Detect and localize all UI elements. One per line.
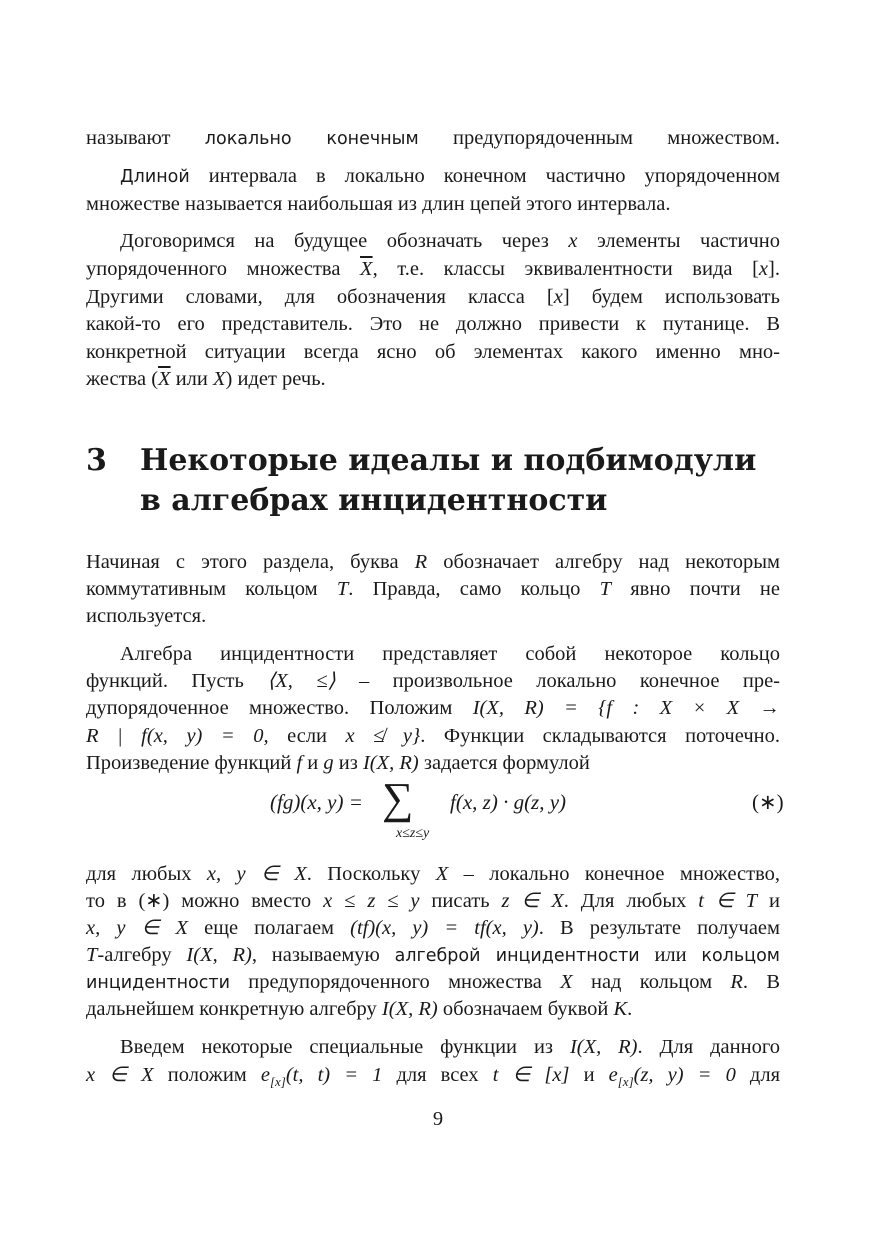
text-line: [86, 860, 780, 888]
math-symbol: R: [414, 551, 428, 573]
text-span: дальнейшем конкретную алгебру: [86, 998, 382, 1020]
text-span: Договоримся на будущее обозначать через: [120, 230, 569, 252]
page-number: 9: [432, 1108, 444, 1130]
formula-rhs: f(x, z) · g(z, y): [450, 790, 567, 814]
text-span: ] будем использовать: [562, 286, 780, 308]
text-line: [86, 667, 780, 695]
text-line: используется.: [86, 605, 207, 627]
math-symbol: T: [599, 578, 611, 600]
text-line: [86, 575, 780, 603]
text-span: явно почти не: [610, 578, 780, 600]
text-span: писать: [419, 890, 502, 912]
text-span: , называемую: [251, 944, 395, 966]
text-line: [86, 722, 780, 750]
text-span: для всех: [382, 1064, 493, 1086]
text-span: предупорядоченного множества: [229, 971, 561, 993]
text-line: [86, 749, 780, 777]
math-symbol: g: [323, 752, 334, 774]
text-line: [120, 227, 780, 255]
text-span: . Для данного: [637, 1036, 780, 1058]
text-span: для: [735, 1064, 781, 1086]
text-span: элементы частично: [577, 230, 780, 252]
defined-term: алгеброй инцидентности: [394, 946, 640, 966]
text-span: , т.е. классы эквивалентности вида [: [372, 258, 759, 280]
text-span: .: [627, 998, 633, 1020]
math-expression: ⟨X, ≤⟩: [267, 670, 336, 692]
text-span: . Для любых: [563, 890, 699, 912]
sum-symbol: ∑: [382, 774, 414, 823]
text-span: функций. Пусть: [86, 670, 268, 692]
defined-term: кольцом: [701, 946, 780, 966]
formula-lhs: (fg)(x, y) =: [270, 790, 363, 814]
text-span: обозначаем буквой: [437, 998, 614, 1020]
text-line: [86, 124, 780, 153]
text-span: и: [569, 1064, 609, 1086]
section-title-line2: в алгебрах инцидентности: [140, 483, 608, 518]
math-expression: x, y ∈ X: [86, 917, 188, 939]
defined-term: Длиной: [120, 167, 190, 187]
math-expression: x ≤ z ≤ y: [323, 890, 420, 912]
math-expression: t ∈ T: [698, 890, 758, 912]
text-span: обозначает алгебру над некоторым: [427, 551, 780, 573]
text-span: и: [302, 752, 324, 774]
math-expression: (t, t) = 1: [285, 1064, 383, 1086]
text-line: [86, 255, 780, 283]
math-expression: x ≰ y}: [345, 725, 421, 747]
text-span: . В результате получаем: [538, 917, 780, 939]
sum-subscript: x≤z≤y: [396, 826, 430, 841]
text-line: [86, 941, 780, 970]
math-expression: I(X, R): [381, 998, 438, 1020]
math-symbol: x: [568, 230, 578, 252]
text-span: . Правда, само кольцо: [348, 578, 600, 600]
text-span: Другими словами, для обозначения класса [: [86, 286, 554, 308]
text-line: конкретной ситуации всегда ясно об элементах какого именно мно-: [86, 341, 780, 363]
math-symbol: e: [608, 1064, 618, 1086]
text-span: называют: [86, 127, 205, 149]
text-span: если: [268, 725, 346, 747]
math-symbol: $\overline{X}$: [360, 258, 373, 280]
text-line: [86, 887, 780, 915]
defined-term: инцидентности: [86, 973, 230, 993]
text-span: над кольцом: [572, 971, 731, 993]
text-span: Введем некоторые специальные функции из: [120, 1036, 570, 1058]
text-line: какой-то его представитель. Это не должно привести к путанице. В: [86, 313, 780, 335]
math-expression: I(X, R): [186, 944, 252, 966]
text-line: [86, 968, 780, 997]
text-span: -алгебру: [97, 944, 187, 966]
defined-term: локально конечным: [204, 129, 419, 149]
text-line: [86, 995, 780, 1023]
math-expression: R | f(x, y) = 0,: [86, 725, 269, 747]
math-symbol: R: [730, 971, 743, 993]
text-span: и: [757, 890, 780, 912]
text-span: или: [639, 944, 702, 966]
text-span: – произвольное локально конечное пре-: [335, 670, 780, 692]
text-line: [86, 694, 780, 722]
text-span: Начиная с этого раздела, буква: [86, 551, 415, 573]
equation-tag: (∗): [752, 790, 784, 814]
math-expression: x ∈ X: [86, 1064, 154, 1086]
math-symbol: $\overline{X}$: [158, 368, 171, 390]
math-expression: z ∈ X: [501, 890, 564, 912]
text-span: жества (: [86, 368, 159, 390]
text-span: . Функции складываются поточечно.: [420, 725, 780, 747]
text-span: предупорядоченным множеством.: [418, 127, 780, 149]
text-span: дупорядоченное множество. Положим: [86, 697, 473, 719]
text-span: задается формулой: [418, 752, 590, 774]
text-span: Произведение функций: [86, 752, 297, 774]
math-expression: x, y ∈ X: [206, 863, 307, 885]
text-span: упорядоченного множества: [86, 258, 361, 280]
math-symbol: X: [212, 368, 226, 390]
math-symbol: T: [86, 944, 98, 966]
text-span: положим: [153, 1064, 261, 1086]
text-span: – локально конечное множество,: [448, 863, 781, 885]
math-expression: I(X, R): [362, 752, 419, 774]
text-span: ].: [768, 258, 780, 280]
text-line: [86, 914, 780, 942]
text-span: еще полагаем: [188, 917, 351, 939]
text-span: интервала в локально конечном частично упорядоченном: [189, 165, 780, 187]
math-symbol: K: [613, 998, 628, 1020]
text-line: [86, 283, 780, 311]
section-number: 3: [86, 443, 107, 478]
text-line: Алгебра инцидентности представляет собой некоторое кольцо: [120, 643, 780, 665]
text-line: [86, 548, 780, 576]
text-span: . В: [742, 971, 780, 993]
math-symbol: X: [435, 863, 449, 885]
math-symbol: X: [560, 971, 573, 993]
math-expression: (tf)(x, y) = tf(x, y): [350, 917, 539, 939]
text-span: для любых: [86, 863, 207, 885]
math-expression: (z, y) = 0: [633, 1064, 736, 1086]
text-span: или: [170, 368, 213, 390]
math-symbol: T: [336, 578, 349, 600]
math-symbol: e: [260, 1064, 270, 1086]
text-span: ) идет речь.: [225, 368, 326, 390]
math-symbol: f: [296, 752, 303, 774]
section-title-line1: Некоторые идеалы и подбимодули: [140, 443, 757, 478]
text-line: [86, 365, 780, 393]
math-expression: I(X, R) = {f : X × X →: [472, 697, 780, 719]
math-expression: t ∈ [x]: [492, 1064, 570, 1086]
math-symbol: x: [553, 286, 563, 308]
text-span: из: [333, 752, 363, 774]
math-expression: I(X, R): [569, 1036, 638, 1058]
text-line: множестве называется наибольшая из длин цепей этого интервала.: [86, 193, 671, 215]
text-line: [120, 162, 780, 191]
text-line: [120, 1033, 780, 1061]
text-span: коммутативным кольцом: [86, 578, 337, 600]
math-subscript: [x]: [269, 1074, 286, 1090]
math-symbol: x: [758, 258, 769, 280]
math-subscript: [x]: [617, 1074, 634, 1090]
text-line: [86, 1061, 780, 1096]
text-span: то в (∗) можно вместо: [86, 890, 324, 912]
text-span: . Поскольку: [306, 863, 436, 885]
